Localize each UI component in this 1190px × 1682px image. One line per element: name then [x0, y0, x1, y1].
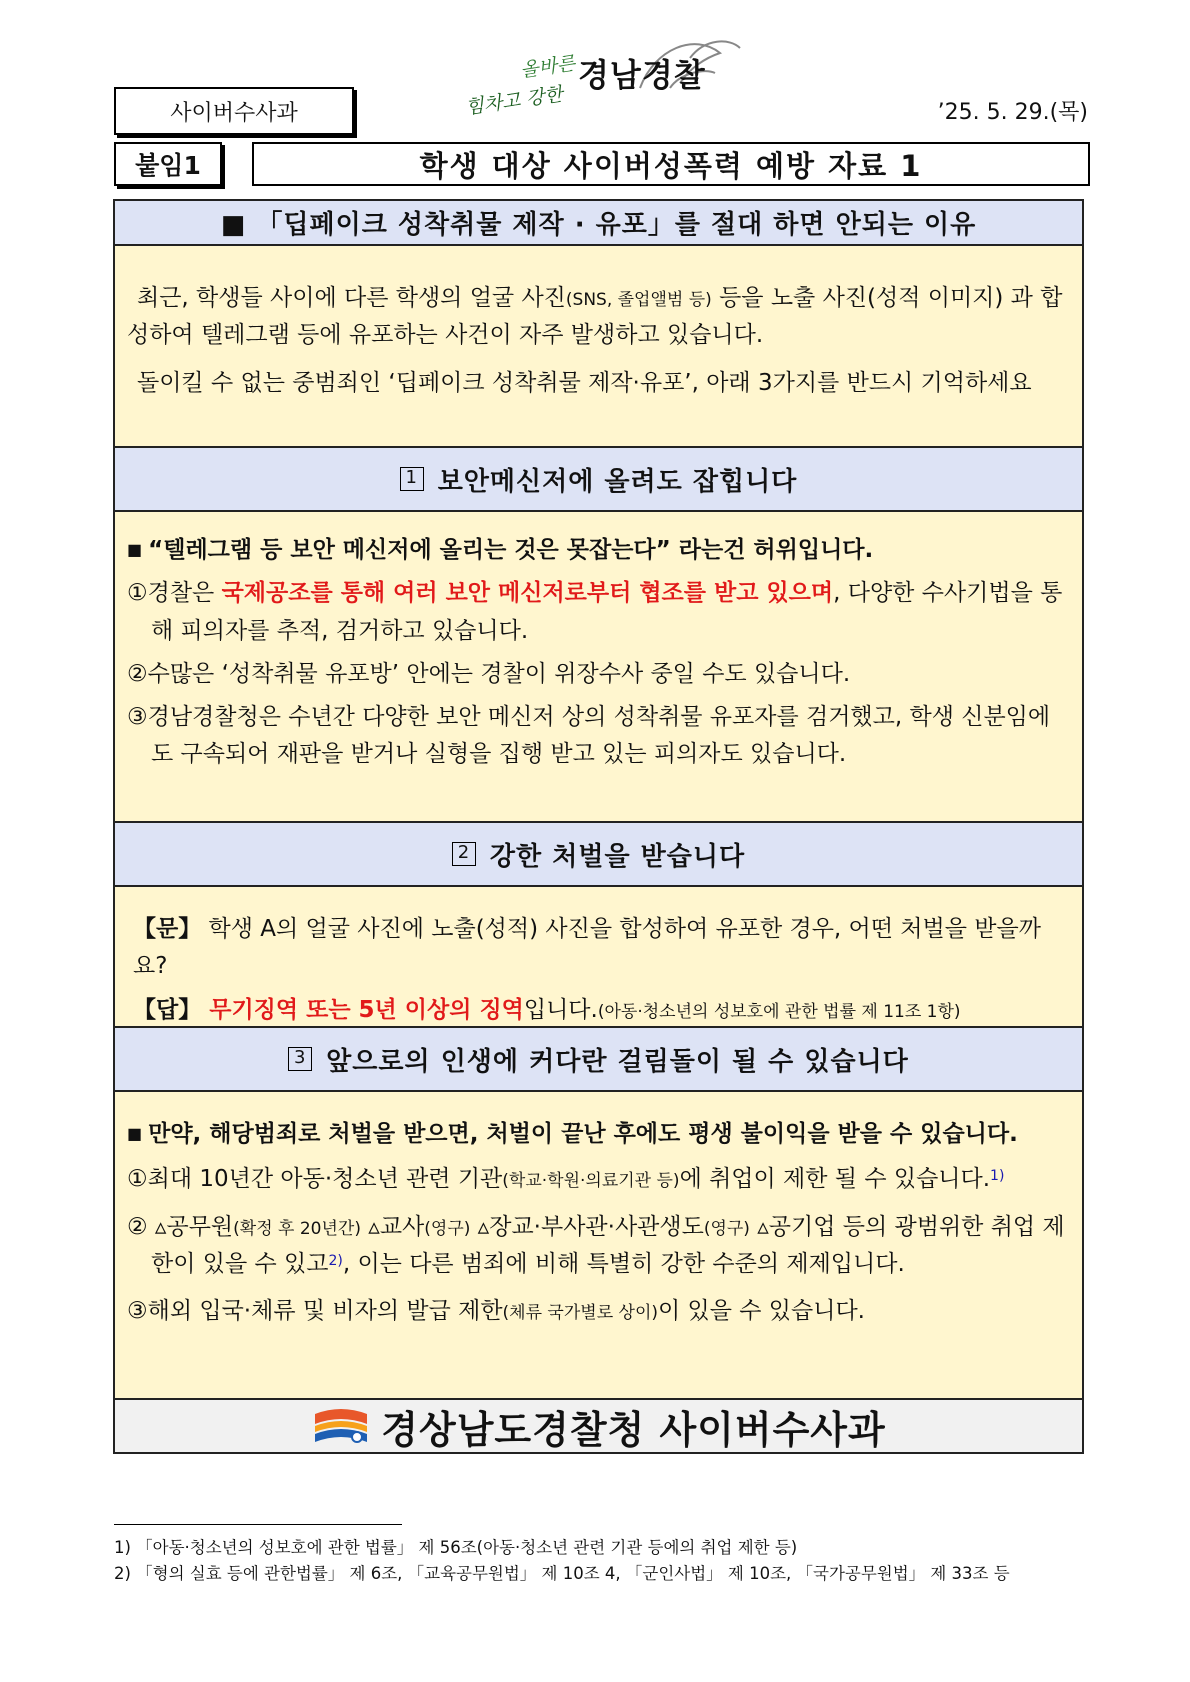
section3-item-1: [127, 1161, 1072, 1198]
footnote-ref-2: 2): [328, 1252, 343, 1269]
section2-panel: [113, 887, 1084, 1026]
answer-label: 【답】: [133, 996, 202, 1023]
section3-heading-text: 앞으로의 인생에 커다란 걸림돌이 될 수 있습니다: [326, 1046, 909, 1077]
answer-line: [133, 992, 1072, 1029]
attachment-text: 붙임1: [135, 151, 201, 180]
gyeongnam-police-logo-icon: [311, 1406, 371, 1446]
section1-item-3: ③경남경찰청은 수년간 다양한 보안 메신저 상의 성착취물 유포자를 검거했고, 학생 신분임에도 구속되어 재판을 받거나 실형을 집행 받고 있는 피의자도 있습니다.: [127, 704, 1051, 768]
section1-lead-text: “텔레그램 등 보안 메신저에 올리는 것은 못잡는다” 라는건 허위입니다.: [148, 537, 874, 563]
section3-lead: [127, 1116, 1072, 1153]
s3-item1-note: (학교·학원·의료기관 등): [502, 1171, 680, 1192]
footnote-divider: [114, 1524, 402, 1525]
logo-wordmark: 경남경찰: [578, 56, 706, 94]
intro-panel: [113, 246, 1084, 446]
section-number-1: 1: [400, 467, 424, 491]
s3-item2-note1: (확정 후 20년간): [233, 1218, 361, 1239]
footnote-2: 2) 「형의 실효 등에 관한법률」 제 6조, 「교육공무원법」 제 10조 4, 「군인사법」 제 10조, 「국가공무원법」 제 33조 등: [114, 1564, 1010, 1583]
s3-item1-b: 에 취업이 제한 될 수 있습니다.: [679, 1166, 991, 1193]
s3-item2-d: ▵공기업 등의 광범위한 취업 제한이 있을 수 있고: [151, 1213, 1065, 1277]
intro-p1-text-b: 등을 노출 사진(성적 이미지) 과 합성하여 텔레그램 등에 유포하는 사건이 자주 발생하고 있습니다.: [127, 285, 1063, 349]
section-number-3: 3: [288, 1047, 312, 1071]
section-number-2: 2: [452, 842, 476, 866]
section1-item-1: [127, 575, 1072, 650]
s3-item3-b: 이 있을 수 있습니다.: [658, 1298, 865, 1324]
s3-item2-e: , 이는 다른 범죄에 비해 특별히 강한 수준의 제제입니다.: [342, 1250, 905, 1277]
s3-item1-a: ①최대 10년간 아동·청소년 관련 기관: [127, 1166, 503, 1193]
section1-item-2: ②수많은 ‘성착취물 유포방’ 안에는 경찰이 위장수사 중일 수도 있습니다.: [127, 660, 851, 687]
section1-heading-text: 보안메신저에 올려도 잡힙니다: [437, 466, 798, 497]
content-frame: [113, 199, 1084, 1454]
s3-item2-b: ▵교사: [360, 1213, 425, 1240]
intro-p1-text-a: 최근, 학생들 사이에 다른 학생의 얼굴 사진: [137, 285, 566, 311]
answer-text: 입니다.: [523, 996, 598, 1023]
intro-p1-note: (SNS, 졸업앨범 등): [565, 290, 712, 310]
s1-item1-b: , 다양한 수사기법을 통해 피의자를 추적, 검거하고 있습니다.: [151, 580, 1063, 644]
department-label: [114, 87, 354, 135]
slogan-line2: 힘차고 강한: [464, 83, 565, 119]
footnote-1: 1) 「아동·청소년의 성보호에 관한 법률」 제 56조(아동·청소년 관련 기관 등에의 취업 제한 등): [114, 1538, 798, 1557]
section-heading-1: [113, 446, 1084, 512]
footnote-ref-1: 1): [990, 1168, 1005, 1185]
intro-heading-text: ■ 「딥페이크 성착취물 제작 · 유포」를 절대 하면 안되는 이유: [220, 210, 977, 240]
section3-panel: [113, 1092, 1084, 1398]
document-title-text: 학생 대상 사이버성폭력 예방 자료 1: [419, 148, 923, 183]
s1-item1-emphasis: 국제공조를 통해 여러 보안 메신저로부터 협조를 받고 있으며: [221, 580, 834, 607]
document-title: [252, 142, 1090, 186]
square-bullet-icon: ■: [127, 540, 143, 559]
attachment-label: [114, 142, 222, 186]
question-label: 【문】: [133, 916, 202, 942]
footer-banner: [113, 1398, 1084, 1454]
section-heading-intro: [113, 199, 1084, 246]
section-heading-3: [113, 1026, 1084, 1092]
question-text: 학생 A의 얼굴 사진에 노출(성적) 사진을 합성하여 유포한 경우, 어떤 처벌을 받을까요?: [133, 916, 1041, 980]
section2-heading-text: 강한 처벌을 받습니다: [489, 841, 746, 872]
s3-item3-a: ③해외 입국·체류 및 비자의 발급 제한: [127, 1298, 503, 1324]
slogan-line1: 올바른: [518, 52, 577, 82]
section3-lead-text: 만약, 해당범죄로 처벌을 받으면, 처벌이 끝난 후에도 평생 불이익을 받을 수 있습니다.: [148, 1121, 1018, 1147]
s3-item2-c: ▵장교·부사관·사관생도: [470, 1213, 704, 1240]
document-date: ’25. 5. 29.(목): [937, 100, 1088, 125]
answer-emphasis: 무기징역 또는 5년 이상의 징역: [201, 996, 524, 1023]
s3-item2-note2: (영구): [424, 1218, 471, 1239]
s1-item1-a: ①경찰은: [127, 580, 222, 607]
section1-panel: [113, 512, 1084, 821]
department-text: 사이버수사과: [170, 100, 298, 126]
s3-item3-note: (체류 국가별로 상이): [502, 1303, 658, 1323]
section1-lead: [127, 532, 1072, 569]
section3-item-2: [127, 1209, 1072, 1284]
section3-item-3: [127, 1293, 1072, 1330]
section-heading-2: [113, 821, 1084, 887]
footer-org-name: 경상남도경찰청 사이버수사과: [381, 1407, 886, 1452]
answer-law-reference: (아동·청소년의 성보호에 관한 법률 제 11조 1항): [597, 1001, 961, 1022]
s3-item2-note3: (영구): [703, 1218, 750, 1239]
intro-paragraph-2: 돌이킬 수 없는 중범죄인 ‘딥페이크 성착취물 제작·유포’, 아래 3가지를 반드시 기억하세요: [137, 369, 1032, 396]
question-line: [133, 911, 1072, 986]
intro-paragraph-1: [127, 280, 1072, 355]
square-bullet-icon: ■: [127, 1124, 143, 1143]
s3-item2-a: ② ▵공무원: [127, 1213, 234, 1240]
